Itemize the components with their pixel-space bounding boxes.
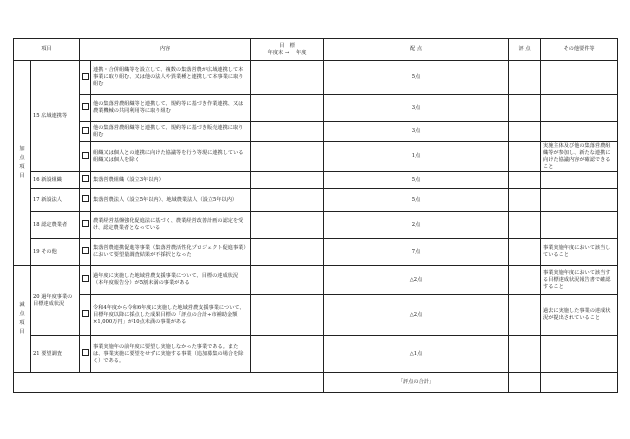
header-score: 評 点 [509,39,541,61]
table-row [14,266,618,295]
table-row [14,189,618,212]
content-cell: 集落営農法人（設立5年以内）、地域農業法人（設立5年以内） [91,189,251,212]
score-cell[interactable] [509,189,541,212]
table-row [14,336,618,373]
other-cell [541,336,618,373]
table-row [14,172,618,189]
points-cell: 5点 [324,172,509,189]
content-cell: 過年度に実施した地域営農支援事業について、目標の達成状況（本年度報告分）が5割未満の事業がある [91,266,251,295]
header-item: 項目 [14,39,80,61]
content-cell: 令和4年度から令和6年度に実施した地域営農支援事業について、目標年度以降に採点した成果目標の「評点の合計÷市補助金額×1,000万円」が10点未満の事業がある [91,295,251,336]
table-row [14,95,618,122]
target-cell[interactable] [251,295,324,336]
score-cell[interactable] [509,122,541,142]
score-cell[interactable] [509,61,541,95]
checkbox[interactable] [80,295,91,336]
target-cell[interactable] [251,172,324,189]
other-cell [541,61,618,95]
other-cell [541,95,618,122]
score-cell[interactable] [509,172,541,189]
content-cell: 農業経営基盤強化促進法に基づく、農業経営改善計画の認定を受け、認定農業者となっている [91,212,251,239]
other-cell: 事業実施年度において該当していること [541,239,618,266]
header-content: 内容 [80,39,251,61]
checkbox[interactable] [80,172,91,189]
content-cell: 事業実施年の前年度に要望し実施しなかった事業である。または、事業実施に要望をせずに実施する事業（追加募集の場合を除く）である。 [91,336,251,373]
item-19: 19 その他 [31,239,80,266]
item-16: 16 新設組織 [31,172,80,189]
points-cell: △1点 [324,336,509,373]
points-cell: 7点 [324,239,509,266]
points-cell: 2点 [324,212,509,239]
other-cell [541,189,618,212]
total-other-cell [541,373,618,393]
other-cell: 過去に実施した事業の達成状況が提出されていること [541,295,618,336]
checkbox[interactable] [80,142,91,172]
header-target-bottom: 年度末 → 年度 [267,49,307,56]
total-row [14,373,618,393]
points-cell: 3点 [324,122,509,142]
other-cell: 事業実施年度において該当する目標達成状況報告書で確認すること [541,266,618,295]
target-cell[interactable] [251,239,324,266]
category-deduct: 減点項目 [14,266,31,373]
checkbox[interactable] [80,189,91,212]
score-cell[interactable] [509,266,541,295]
target-cell[interactable] [251,122,324,142]
other-cell [541,212,618,239]
item-15: 15 広域連携等 [31,61,80,172]
header-points: 配 点 [324,39,509,61]
item-18: 18 認定農業者 [31,212,80,239]
points-cell: 5点 [324,189,509,212]
score-cell[interactable] [509,336,541,373]
evaluation-table [13,38,618,393]
header-other: その他要件等 [541,39,618,61]
checkbox[interactable] [80,239,91,266]
content-cell: 連携・合併組織等を設立して、複数の集落営農が広域連携して本事業に取り組む、又は他の法人や異業種と連携して本事業に取り組む [91,61,251,95]
target-cell[interactable] [251,189,324,212]
item-17: 17 新設法人 [31,189,80,212]
score-cell[interactable] [509,95,541,122]
score-cell[interactable] [509,239,541,266]
content-cell: 集落営農連携促進等事業（集落営農活性化プロジェクト促進事業）において要望量調査結果が不採択となった [91,239,251,266]
checkbox[interactable] [80,61,91,95]
table-row [14,61,618,95]
checkbox[interactable] [80,95,91,122]
score-cell[interactable] [509,295,541,336]
score-cell[interactable] [509,212,541,239]
target-cell[interactable] [251,95,324,122]
points-cell: △2点 [324,266,509,295]
table-row [14,142,618,172]
header-target [251,39,324,61]
target-cell[interactable] [251,212,324,239]
header-row [14,39,618,61]
item-21: 21 要望調査 [31,336,80,373]
total-label: 「評点の合計」 [324,373,509,393]
content-cell: 他の集落営農組織等と連携して、規約等に基づき販売連携に取り組む [91,122,251,142]
content-cell: 組織又は個人との連携に向けた協議等を行う等現に連携している組織又は個人を除く [91,142,251,172]
other-cell [541,122,618,142]
content-cell: 集落営農組織（設立3年以内） [91,172,251,189]
checkbox[interactable] [80,336,91,373]
header-target-top: 目 標 [279,42,295,49]
item-20: 20 過年度事業の目標達成状況 [31,266,80,336]
points-cell: 1点 [324,142,509,172]
target-cell[interactable] [251,336,324,373]
points-cell: 3点 [324,95,509,122]
score-cell[interactable] [509,142,541,172]
total-spacer [14,373,324,393]
target-cell[interactable] [251,61,324,95]
checkbox[interactable] [80,122,91,142]
points-cell: △2点 [324,295,509,336]
target-cell[interactable] [251,266,324,295]
target-cell[interactable] [251,142,324,172]
table-row [14,212,618,239]
checkbox[interactable] [80,266,91,295]
content-cell: 他の集落営農組織等と連携して、規約等に基づき作業連携、又は農業機械の共同利用等に取り組む [91,95,251,122]
total-score-cell[interactable] [509,373,541,393]
table-row [14,295,618,336]
category-bonus: 加点項目 [14,61,31,266]
points-cell: 5点 [324,61,509,95]
other-cell [541,172,618,189]
table-row [14,239,618,266]
checkbox[interactable] [80,212,91,239]
table-row [14,122,618,142]
other-cell: 実施主体及び他の集落営農組織等が参加し、新たな連携に向けた協議内容が確認できること [541,142,618,172]
